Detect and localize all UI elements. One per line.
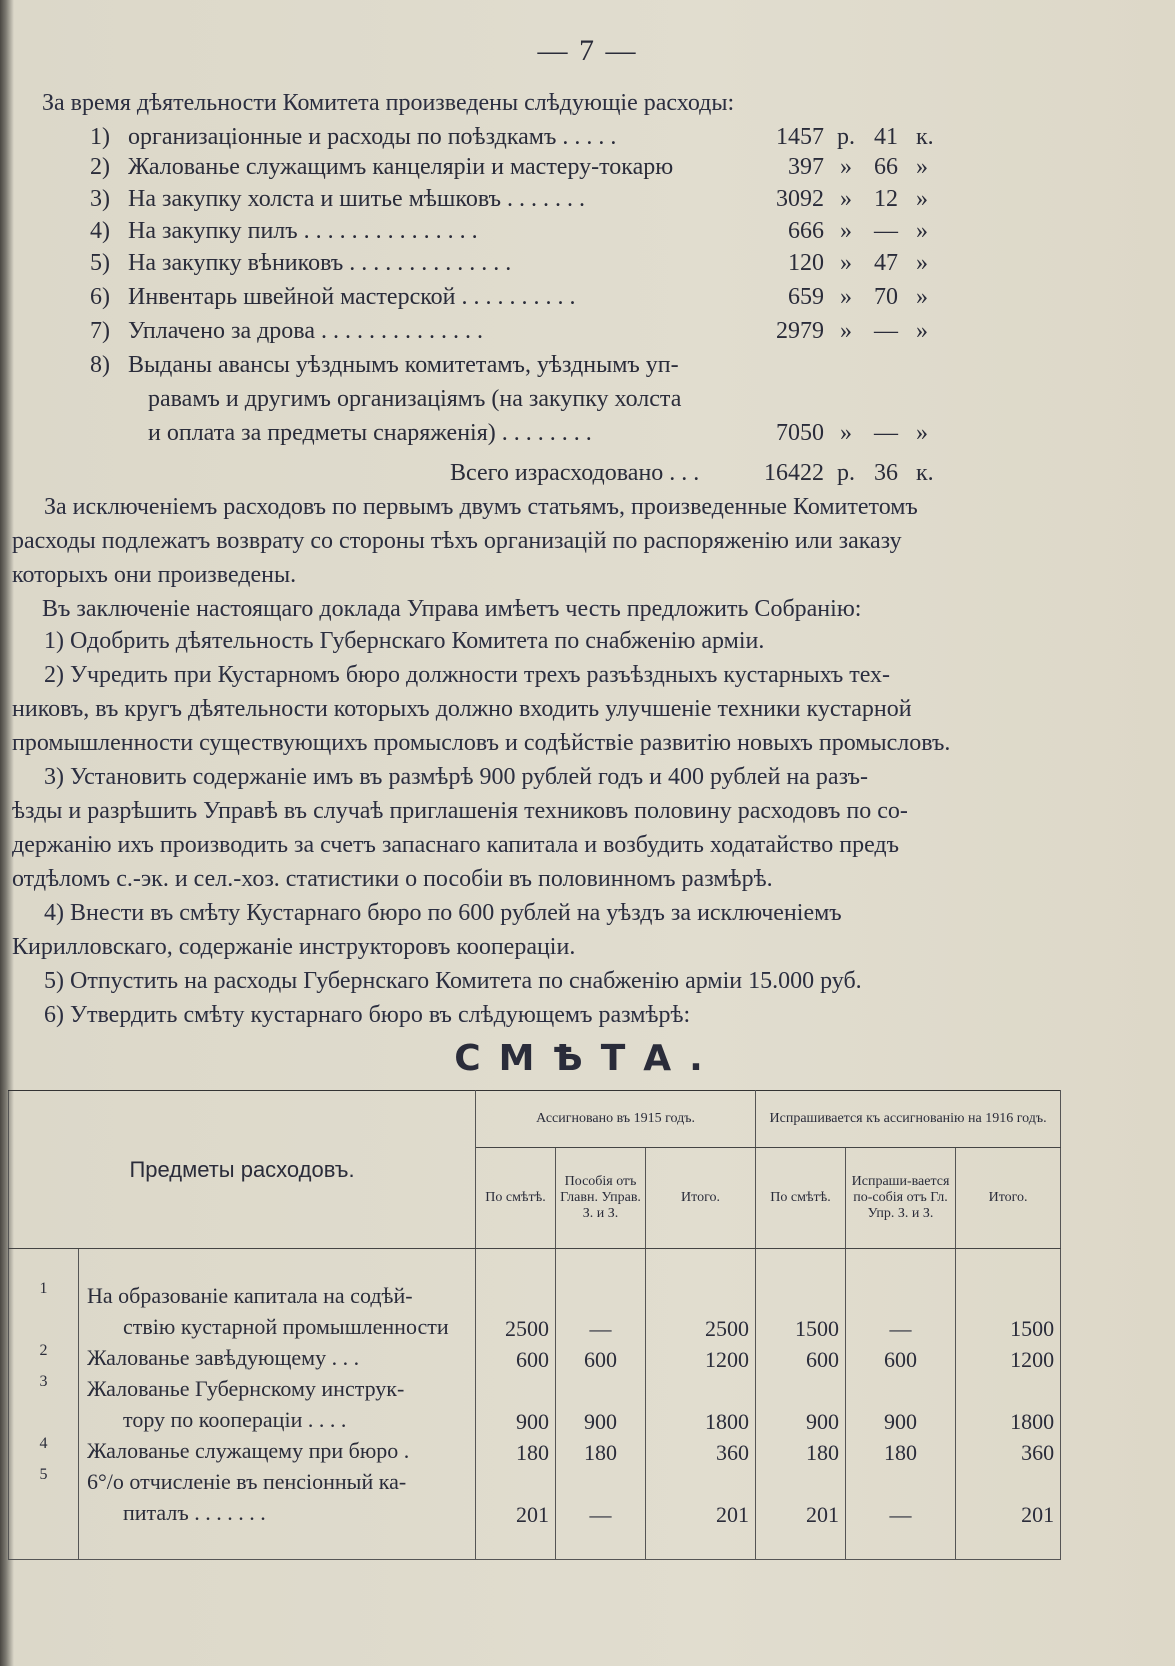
cell-value: 900 xyxy=(556,1373,646,1435)
expense-text-line2: равамъ и другимъ организаціямъ (на закупку холста xyxy=(148,386,682,412)
cell-value: 180 xyxy=(476,1435,556,1466)
cell-value: 180 xyxy=(846,1435,956,1466)
cell-value: 2500 xyxy=(476,1280,556,1342)
expense-num: 1) xyxy=(90,124,110,150)
cell-value: — xyxy=(556,1280,646,1342)
row-number: 2 xyxy=(9,1342,79,1373)
proposal-line: промышленности существующихъ промысловъ и содѣйствіе развитію новыхъ промысловъ. xyxy=(12,730,951,756)
group-1916-header: Испрашивается къ ассигнованію на 1916 годъ. xyxy=(756,1091,1061,1148)
row-description-line1: Жалованье служащему при бюро . xyxy=(87,1438,410,1463)
cell-value: 600 xyxy=(556,1342,646,1373)
expense-kunit: » xyxy=(916,186,928,212)
expense-kunit: » xyxy=(916,250,928,276)
row-number: 4 xyxy=(9,1435,79,1466)
expense-amount: 3092 xyxy=(776,186,824,212)
expense-kop: — xyxy=(874,218,898,244)
row-description-line2: питалъ . . . . . . . xyxy=(123,1500,266,1525)
proposal-line: 5) Отпустить на расходы Губернскаго Комитета по снабженію арміи 15.000 руб. xyxy=(44,968,862,994)
row-description xyxy=(79,1280,476,1342)
total-unit: р. xyxy=(837,460,855,486)
proposal-line: 3) Установить содержаніе имъ въ размѣрѣ 900 рублей годъ и 400 рублей на разъ- xyxy=(44,764,869,790)
items-header: Предметы расходовъ. xyxy=(9,1091,476,1249)
expense-text: Инвентарь швейной мастерской . . . . . . . . . . xyxy=(128,284,576,310)
paragraph-line: За исключеніемъ расходовъ по первымъ двумъ статьямъ, произведенные Комитетомъ xyxy=(44,494,918,520)
group-1915-header: Ассигновано въ 1915 годъ. xyxy=(476,1091,756,1148)
row-number: 5 xyxy=(9,1466,79,1528)
proposal-line: никовъ, въ кругъ дѣятельности которыхъ должно входить улучшеніе техники кустарной xyxy=(12,696,912,722)
intro-line: За время дѣятельности Комитета произведены слѣдующіе расходы: xyxy=(42,90,735,116)
total-label: Всего израсходовано . . . xyxy=(450,460,700,486)
expense-kop: 41 xyxy=(874,124,898,150)
proposal-line: 6) Утвердить смѣту кустарнаго бюро въ слѣдующемъ размѣрѣ: xyxy=(44,1002,691,1028)
expense-amount: 666 xyxy=(788,218,824,244)
expense-num: 5) xyxy=(90,250,110,276)
expense-kop: 12 xyxy=(874,186,898,212)
expense-amount: 120 xyxy=(788,250,824,276)
total-1915-header: Итого. xyxy=(646,1148,756,1249)
expense-unit: » xyxy=(840,250,852,276)
expense-num: 4) xyxy=(90,218,110,244)
row-number: 3 xyxy=(9,1373,79,1435)
expense-kunit: » xyxy=(916,318,928,344)
paragraph-line: которыхъ они произведены. xyxy=(12,562,297,588)
row-description-line2: ствію кустарной промышленности xyxy=(123,1314,449,1339)
expense-amount: 397 xyxy=(788,154,824,180)
expense-text: Жалованье служащимъ канцеляріи и мастеру-токарю xyxy=(128,154,674,180)
expense-text-line3: и оплата за предметы снаряженія) . . . . . . . . xyxy=(148,420,592,446)
row-description-line2: тору по коопераціи . . . . xyxy=(123,1407,347,1432)
cell-value: — xyxy=(846,1466,956,1528)
cell-value: 1500 xyxy=(756,1280,846,1342)
cell-value: 2500 xyxy=(646,1280,756,1342)
expense-kop: — xyxy=(874,420,898,446)
total-1916-header: Итого. xyxy=(956,1148,1061,1249)
cell-value: 900 xyxy=(756,1373,846,1435)
expense-unit: » xyxy=(840,218,852,244)
expense-kunit: » xyxy=(916,420,928,446)
cell-value: 201 xyxy=(956,1466,1061,1528)
row-description-line1: Жалованье завѣдующему . . . xyxy=(87,1345,360,1370)
cell-value: 900 xyxy=(476,1373,556,1435)
row-description-line1: Жалованье Губернскому инструк- xyxy=(87,1376,405,1401)
expense-num: 8) xyxy=(90,352,110,378)
grant-1915-header: Пособія отъ Главн. Управ. З. и З. xyxy=(556,1148,646,1249)
expense-amount: 659 xyxy=(788,284,824,310)
expense-text: На закупку холста и шитье мѣшковъ . . . . . . . xyxy=(128,186,585,212)
expense-unit: » xyxy=(840,154,852,180)
expense-kop: 66 xyxy=(874,154,898,180)
expense-text: На закупку вѣниковъ . . . . . . . . . . . . . . xyxy=(128,250,512,276)
cell-value: 900 xyxy=(846,1373,956,1435)
row-description-line1: 6°/о отчисленіе въ пенсіонный ка- xyxy=(87,1469,407,1494)
cell-value: 180 xyxy=(756,1435,846,1466)
expense-kunit: » xyxy=(916,218,928,244)
row-number: 1 xyxy=(9,1280,79,1342)
cell-value: 360 xyxy=(956,1435,1061,1466)
expense-num: 7) xyxy=(90,318,110,344)
cell-value: 1800 xyxy=(646,1373,756,1435)
table-row xyxy=(9,1280,1061,1342)
conclusion-line: Въ заключеніе настоящаго доклада Управа имѣетъ честь предложить Собранію: xyxy=(42,596,862,622)
total-amount: 16422 xyxy=(764,460,824,486)
row-description xyxy=(79,1466,476,1528)
expense-unit: » xyxy=(840,284,852,310)
cell-value: 1800 xyxy=(956,1373,1061,1435)
table-row xyxy=(9,1342,1061,1373)
expense-kunit: к. xyxy=(916,124,934,150)
cell-value: 201 xyxy=(756,1466,846,1528)
row-description xyxy=(79,1342,476,1373)
cell-value: 600 xyxy=(756,1342,846,1373)
cell-value: 201 xyxy=(476,1466,556,1528)
total-kunit: к. xyxy=(916,460,934,486)
expense-amount: 1457 xyxy=(776,124,824,150)
by-smeta-1915-header: По смѣтѣ. xyxy=(476,1148,556,1249)
cell-value: 360 xyxy=(646,1435,756,1466)
row-description xyxy=(79,1435,476,1466)
proposal-line: 2) Учредить при Кустарномъ бюро должности трехъ разъѣздныхъ кустарныхъ тех- xyxy=(44,662,891,688)
expense-text: Уплачено за дрова . . . . . . . . . . . . . . xyxy=(128,318,483,344)
cell-value: — xyxy=(556,1466,646,1528)
by-smeta-1916-header: По смѣтѣ. xyxy=(756,1148,846,1249)
cell-value: — xyxy=(846,1280,956,1342)
expense-unit: » xyxy=(840,318,852,344)
row-description xyxy=(79,1373,476,1435)
expense-text-line1: Выданы авансы уѣзднымъ комитетамъ, уѣзднымъ уп- xyxy=(128,352,679,378)
proposal-line: 4) Внести въ смѣту Кустарнаго бюро по 600 рублей на уѣздъ за исключеніемъ xyxy=(44,900,842,926)
cell-value: 600 xyxy=(846,1342,956,1373)
expense-text: На закупку пилъ . . . . . . . . . . . . . . . xyxy=(128,218,478,244)
expense-num: 2) xyxy=(90,154,110,180)
cell-value: 1500 xyxy=(956,1280,1061,1342)
proposal-line: Кирилловскаго, содержаніе инструкторовъ коопераціи. xyxy=(12,934,576,960)
expense-num: 3) xyxy=(90,186,110,212)
cell-value: 180 xyxy=(556,1435,646,1466)
paragraph-line: расходы подлежатъ возврату со стороны тѣхъ организацій по распоряженію или заказу xyxy=(12,528,902,554)
cell-value: 1200 xyxy=(646,1342,756,1373)
smeta-table xyxy=(8,1090,1061,1560)
grant-1916-header: Испраши-вается по-собія отъ Гл. Упр. З. и З. xyxy=(846,1148,956,1249)
expense-kop: 47 xyxy=(874,250,898,276)
proposal-line: ѣзды и разрѣшить Управѣ въ случаѣ приглашенія техниковъ половину расходовъ по со- xyxy=(12,798,908,824)
proposal-line: держанію ихъ производить за счетъ запаснаго капитала и возбудить ходатайство предъ xyxy=(12,832,900,858)
expense-kop: 70 xyxy=(874,284,898,310)
total-kop: 36 xyxy=(874,460,898,486)
proposal-line: 1) Одобрить дѣятельность Губернскаго Комитета по снабженію арміи. xyxy=(44,628,765,654)
row-description-line1: На образованіе капитала на содѣй- xyxy=(87,1283,413,1308)
expense-unit: р. xyxy=(837,124,855,150)
cell-value: 1200 xyxy=(956,1342,1061,1373)
expense-text: организаціонные и расходы по поѣздкамъ . . . . . xyxy=(128,124,617,150)
table-row xyxy=(9,1466,1061,1528)
expense-unit: » xyxy=(840,420,852,446)
expense-num: 6) xyxy=(90,284,110,310)
table-row xyxy=(9,1435,1061,1466)
expense-kop: — xyxy=(874,318,898,344)
cell-value: 600 xyxy=(476,1342,556,1373)
expense-amount: 7050 xyxy=(776,420,824,446)
cell-value: 201 xyxy=(646,1466,756,1528)
proposal-line: отдѣломъ с.-эк. и сел.-хоз. статистики о пособіи въ половинномъ размѣрѣ. xyxy=(12,866,773,892)
expense-unit: » xyxy=(840,186,852,212)
expense-kunit: » xyxy=(916,154,928,180)
page-number: — 7 — xyxy=(537,34,638,67)
expense-amount: 2979 xyxy=(776,318,824,344)
expense-kunit: » xyxy=(916,284,928,310)
smeta-title: СМѢТА. xyxy=(454,1038,721,1079)
table-row xyxy=(9,1373,1061,1435)
